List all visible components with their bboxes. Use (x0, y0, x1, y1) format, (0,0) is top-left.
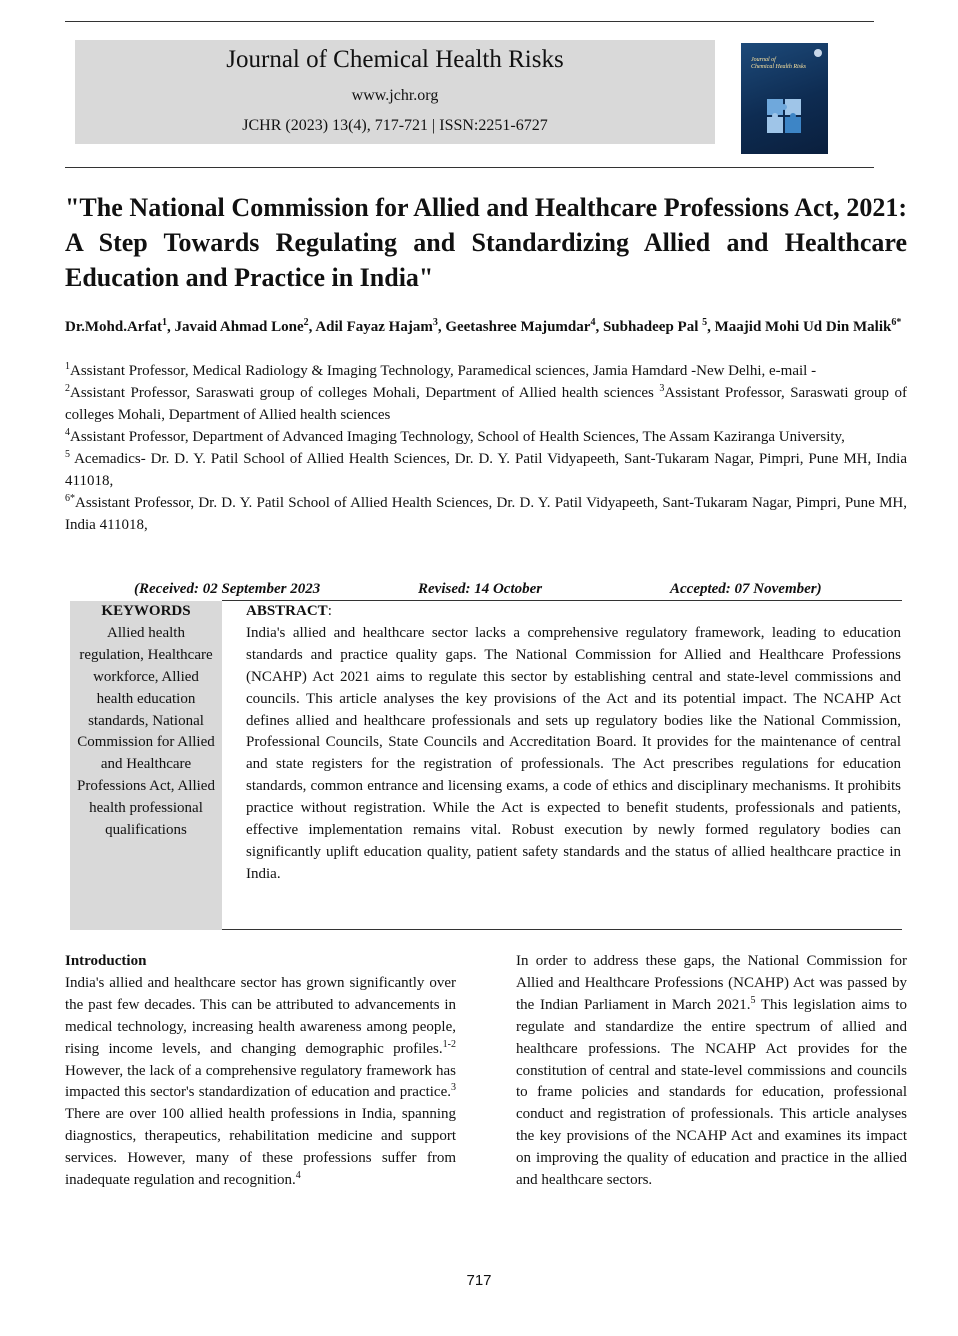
author-name: Geetashree Majumdar (445, 319, 591, 335)
abstract-text: India's allied and healthcare sector lacks a comprehensive regulatory framework, leading to education standards and practice quality gaps. The National Commission for Allied and Healthcare Professions (NCAHP) Act 2021 aims to regulate this sector by establishing central and state-level commissions and councils. This article analyses the key provisions of the Act and its potential impact. The NCAHP Act defines allied and healthcare professionals and sets up regulatory bodies like the National Commission, Professional Councils, State Councils and Accreditation Board. It provides for the maintenance of central and state registers for the registration of professionals. The Act prescribes regulations for education standards, common entrance and licensing exams, a code of ethics and disciplinary mechanisms. It prohibits practice without registration. While the Act is expected to benefit students, professionals and patients, effective implementation remains vital. Robust execution by newly formed regulatory bodies can significantly uplift education quality, patient safety standards and the status of allied healthcare practice in India. (246, 624, 901, 882)
affiliations (65, 360, 907, 536)
journal-header (75, 40, 715, 144)
journal-citation: JCHR (2023) 13(4), 717-721 | ISSN:2251-6727 (242, 117, 548, 134)
abstract-bottom-rule (222, 929, 902, 930)
affiliation-2-3: $^2$Assistant Professor, Saraswati group of colleges Mohali, Department of Allied health sciences $^3$Assistant Professor, Saraswati group of colleges Mohali, Department of Allied health sciences (65, 383, 907, 423)
intro-right-column: In order to address these gaps, the National Commission for Allied and Healthcare Professions (NCAHP) Act was passed by the Indian Parliament in March 2021.$^5$ This legislation aims to regulate and standardize the entire spectrum of allied and healthcare professions. The NCAHP Act provides for the constitution of central and state-level commissions and councils to frame policies and standards for education, professional conduct and registration of professionals. This article analyses the key provisions of the NCAHP Act and examines its impact on improving the quality of education and practice in the allied and healthcare sectors. (516, 953, 907, 1189)
citation-ref[interactable]: 5 (750, 994, 756, 1006)
abstract: ABSTRACT: India's allied and healthcare sector lacks a comprehensive regulatory framework, leading to education standards and practice quality gaps. The National Commission for Allied and Healthcare Professions (NCAHP) Act 2021 aims to regulate this sector by establishing central and state-level commissions and councils. This article analyses the key provisions of the Act and its potential impact. The NCAHP Act defines allied and healthcare professionals and sets up regulatory bodies like the National Commission, Professional Councils, State Councils and Accreditation Board. It provides for the maintenance of central and state registers for the registration of professionals. The Act prescribes regulations for education standards, common entrance and licensing exams, a code of ethics and disciplinary mechanisms. It prohibits practice without registration. While the Act is expected to benefit students, professionals and patients, effective implementation remains vital. Robust execution by newly formed regulatory bodies can significantly uplift education quality, patient safety standards and the status of allied healthcare practice in India. (246, 603, 901, 882)
journal-name: Journal of Chemical Health Risks (226, 46, 564, 73)
cover-title: Journal of Chemical Health Risks (751, 57, 806, 70)
affiliation-4: $^4$Assistant Professor, Department of Advanced Imaging Technology, School of Health Sciences, The Assam Kaziranga University, (65, 427, 845, 445)
keywords-heading: KEYWORDS (101, 603, 191, 619)
abstract-heading: ABSTRACT (246, 603, 328, 619)
revised-date: Revised: 14 October (418, 581, 543, 597)
journal-url[interactable]: www.jchr.org (351, 87, 439, 104)
journal-cover-image (741, 43, 828, 154)
citation-ref[interactable]: 1-2 (442, 1038, 456, 1050)
author-list: Dr.Mohd.Arfat$^1$, Javaid Ahmad Lone$^2$, Adil Fayaz Hajam$^3$, Geetashree Majumdar$^4$, Subhadeep Pal $^5$, Maajid Mohi Ud Din Malik$^{6*}$ (65, 317, 902, 335)
intro-left-column: Introduction India's allied and healthcare sector has grown significantly over the past few decades. This can be attributed to advancements in medical technology, increasing health awareness among people, rising income levels, and changing demographic profiles.$^{1-2}$ However, the lack of a comprehensive regulatory framework has impacted this sector's standardization of education and practice.$^3$ There are over 100 allied health professions in India, spanning diagnostics, therapeutics, rehabilitation medicine and support services. However, many of these professions suffer from inadequate regulation and recognition.$^4$ (65, 953, 456, 1189)
cover-logo-icon (814, 49, 822, 57)
citation-ref[interactable]: 3 (451, 1082, 456, 1094)
keywords-list: Allied health regulation, Healthcare workforce, Allied health education standards, National Commission for Allied and Healthcare Professions Act, Allied health professional qualifications (77, 624, 215, 839)
puzzle-icon (763, 95, 807, 139)
page-number: 717 (466, 1272, 492, 1289)
author-name: Adil Fayaz Hajam (315, 319, 433, 335)
paper-title: "The National Commission for Allied and Healthcare Professions Act, 2021: A Step Towards Regulating and Standardizing Allied and Healthcare Education and Practice in India" (65, 193, 907, 292)
accepted-date: Accepted: 07 November) (670, 581, 822, 597)
author-name: Javaid Ahmad Lone (174, 319, 304, 335)
citation-ref[interactable]: 4 (295, 1170, 301, 1182)
received-date: (Received: 02 September 2023 (134, 581, 321, 597)
affiliation-5: $^5$ Acemadics- Dr. D. Y. Patil School of Allied Health Sciences, Dr. D. Y. Patil Vidyapeeth, Sant-Tukaram Nagar, Pimpri, Pune MH, India 411018, (65, 449, 907, 489)
author-name: Maajid Mohi Ud Din Malik (714, 319, 892, 335)
introduction-heading: Introduction (65, 953, 147, 969)
affiliation-1: $^1$Assistant Professor, Medical Radiology & Imaging Technology, Paramedical sciences, Jamia Hamdard -New Delhi, e-mail - (65, 361, 817, 379)
affiliation-6: $^{6*}$Assistant Professor, Dr. D. Y. Patil School of Allied Health Sciences, Dr. D. Y. Patil Vidyapeeth, Sant-Tukaram Nagar, Pimpri, Pune MH, India 411018, (65, 493, 907, 533)
author-name: Subhadeep Pal (602, 319, 699, 335)
header-bottom-rule (65, 167, 874, 168)
header-top-rule (65, 21, 874, 22)
author-name: Dr.Mohd.Arfat (65, 319, 162, 335)
keywords-box (70, 601, 222, 930)
